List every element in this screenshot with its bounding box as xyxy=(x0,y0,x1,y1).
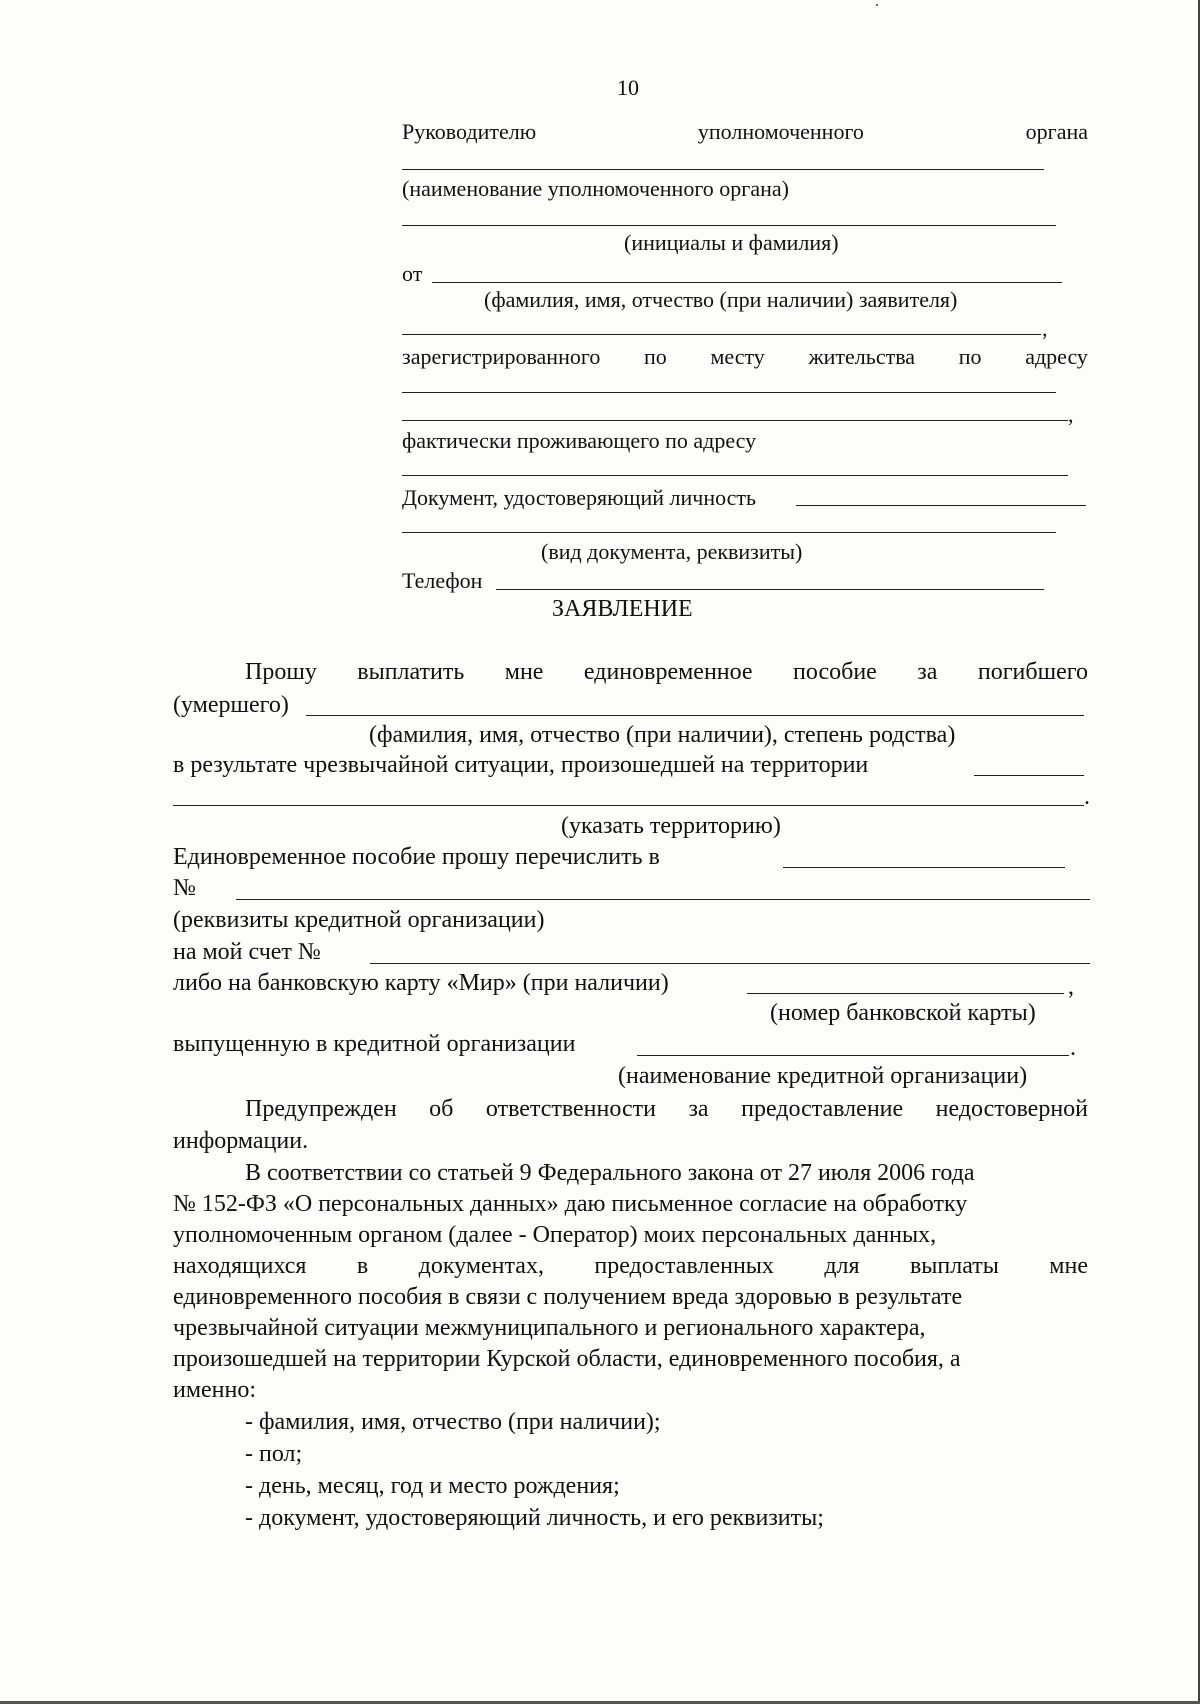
registered-word: по xyxy=(958,344,982,369)
consent-text: единовременного пособия в связи с получением вреда здоровью в результате xyxy=(173,1284,963,1310)
from-label: от xyxy=(402,261,423,286)
bank-field[interactable] xyxy=(783,867,1065,868)
actual-address-label: фактически проживающего по адресу xyxy=(402,428,757,453)
period: . xyxy=(1084,784,1090,810)
addressee-word: Руководителю xyxy=(402,119,537,144)
request-word: погибшего xyxy=(977,659,1088,685)
consent-text: чрезвычайной ситуации межмуниципального и регионального характера, xyxy=(173,1315,926,1341)
card-line: либо на банковскую карту «Мир» (при наличии) xyxy=(173,970,669,996)
applicant-name-field-2[interactable] xyxy=(402,334,1041,335)
addressee-word: уполномоченного xyxy=(697,119,864,144)
transfer-line: Единовременное пособие прошу перечислить в xyxy=(173,844,660,870)
consent-word: для xyxy=(824,1253,860,1279)
request-word: мне xyxy=(504,659,544,685)
warning-word: за xyxy=(688,1096,709,1122)
card-caption: (номер банковской карты) xyxy=(770,1000,1036,1026)
consent-word: мне xyxy=(1049,1253,1088,1279)
consent-line xyxy=(245,1161,1088,1185)
org-caption: (наименование уполномоченного органа) xyxy=(402,176,789,201)
org-name-field[interactable] xyxy=(402,169,1044,170)
issued-line: выпущенную в кредитной организации xyxy=(173,1031,576,1057)
period: . xyxy=(1070,1035,1076,1061)
addressee-word: органа xyxy=(1025,119,1088,144)
applicant-name-field[interactable] xyxy=(432,282,1062,283)
consent-line xyxy=(173,1347,1088,1371)
list-item: - день, месяц, год и место рождения; xyxy=(245,1473,620,1499)
addressee-line xyxy=(402,121,1088,143)
comma: , xyxy=(1042,316,1048,341)
account-label: на мой счет № xyxy=(173,939,321,965)
list-item: - документ, удостоверяющий личность, и его реквизиты; xyxy=(245,1505,824,1531)
consent-word: предоставленных xyxy=(594,1253,774,1279)
deceased-label: (умершего) xyxy=(173,692,289,718)
consent-word: в xyxy=(356,1253,369,1279)
consent-text: произошедшей на территории Курской области, единовременного пособия, а xyxy=(173,1346,961,1372)
bank-caption: (реквизиты кредитной организации) xyxy=(173,907,545,933)
registered-word: месту xyxy=(710,344,765,369)
request-word: за xyxy=(917,659,938,685)
warning-word: Предупрежден xyxy=(245,1096,397,1122)
registered-word: жительства xyxy=(808,344,916,369)
registered-word: зарегистрированного xyxy=(402,344,601,369)
scan-speck xyxy=(876,4,878,6)
emergency-line: в результате чрезвычайной ситуации, произошедшей на территории xyxy=(173,752,869,778)
number-sign: № xyxy=(173,875,196,901)
phone-label: Телефон xyxy=(402,568,483,593)
phone-field[interactable] xyxy=(496,589,1044,590)
consent-end: именно: xyxy=(173,1377,257,1403)
comma: , xyxy=(1068,402,1074,427)
comma: , xyxy=(1068,974,1074,1000)
id-document-field-2[interactable] xyxy=(402,532,1056,533)
registered-word: адресу xyxy=(1025,344,1088,369)
bank-details-field[interactable] xyxy=(236,899,1090,900)
deceased-caption: (фамилия, имя, отчество (при наличии), степень родства) xyxy=(369,722,956,748)
warning-word: недостоверной xyxy=(935,1096,1088,1122)
doc-caption: (вид документа, реквизиты) xyxy=(541,539,803,564)
registered-word: по xyxy=(644,344,667,369)
deceased-name-field[interactable] xyxy=(306,715,1084,716)
consent-text: уполномоченным органом (далее - Оператор) моих персональных данных, xyxy=(173,1222,937,1248)
issuer-field[interactable] xyxy=(637,1055,1069,1056)
consent-word: выплаты xyxy=(909,1253,999,1279)
applicant-caption: (фамилия, имя, отчество (при наличии) заявителя) xyxy=(484,287,958,312)
consent-line xyxy=(173,1316,1088,1340)
consent-line xyxy=(173,1254,1088,1278)
account-number-field[interactable] xyxy=(370,963,1090,964)
page-title: ЗАЯВЛЕНИЕ xyxy=(552,596,693,622)
list-item: - пол; xyxy=(245,1441,303,1467)
territory-field-2[interactable] xyxy=(173,805,1084,806)
consent-line xyxy=(173,1285,1088,1309)
initials-caption: (инициалы и фамилия) xyxy=(624,230,839,255)
warning-word: ответственности xyxy=(485,1096,656,1122)
consent-text: № 152-ФЗ «О персональных данных» даю письменное согласие на обработку xyxy=(173,1191,968,1217)
page-number: 10 xyxy=(617,75,639,100)
consent-line xyxy=(173,1192,1088,1216)
consent-text: В соответствии со статьей 9 Федерального закона от 27 июля 2006 года xyxy=(245,1160,975,1186)
request-word: пособие xyxy=(793,659,877,685)
list-item: - фамилия, имя, отчество (при наличии); xyxy=(245,1409,661,1435)
warning-end: информации. xyxy=(173,1128,309,1154)
issuer-caption: (наименование кредитной организации) xyxy=(618,1063,1028,1089)
consent-word: документах, xyxy=(418,1253,544,1279)
id-document-label: Документ, удостоверяющий личность xyxy=(402,485,757,510)
territory-field[interactable] xyxy=(974,775,1084,776)
territory-caption: (указать территорию) xyxy=(561,813,781,839)
request-line xyxy=(245,660,1088,684)
actual-address-field[interactable] xyxy=(402,475,1068,476)
registered-line xyxy=(402,346,1088,368)
warning-word: об xyxy=(429,1096,454,1122)
registered-address-field[interactable] xyxy=(402,392,1056,393)
initials-field[interactable] xyxy=(402,225,1056,226)
request-word: единовременное xyxy=(583,659,753,685)
warning-line xyxy=(245,1097,1088,1121)
registered-address-field-2[interactable] xyxy=(402,420,1068,421)
warning-word: предоставление xyxy=(741,1096,904,1122)
request-word: Прошу xyxy=(245,659,317,685)
request-word: выплатить xyxy=(357,659,465,685)
id-document-field[interactable] xyxy=(796,505,1086,506)
consent-word: находящихся xyxy=(173,1253,307,1279)
card-number-field[interactable] xyxy=(747,993,1064,994)
consent-line xyxy=(173,1223,1088,1247)
